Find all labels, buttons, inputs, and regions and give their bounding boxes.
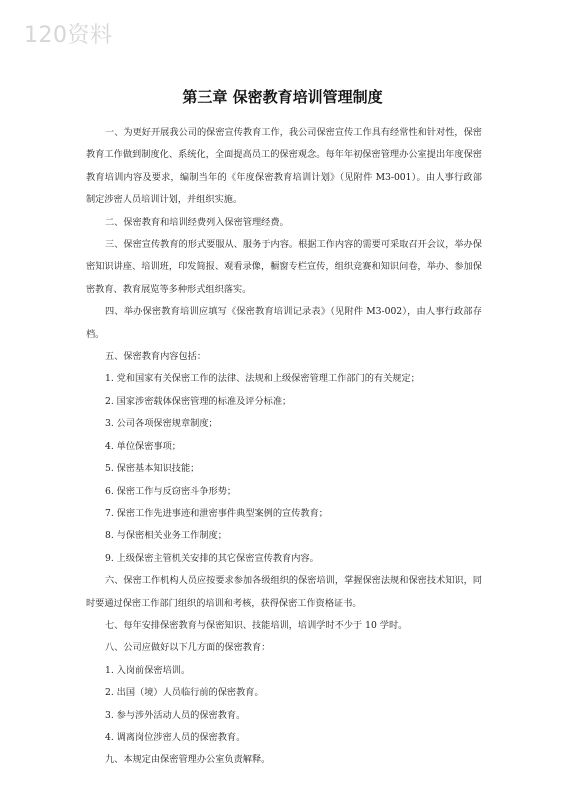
list-item: 8. 与保密相关业务工作制度； <box>105 530 227 542</box>
list-item: 4. 调离岗位涉密人员的保密教育。 <box>105 731 246 743</box>
list-item: 7. 保密工作先进事迹和泄密事件典型案例的宣传教育； <box>105 507 328 519</box>
paragraph-6: 六、保密工作机构人员应按要求参加各级组织的保密培训，掌握保密法规和保密技术知识，同时要通过保密工作部门组织的培训和考核，获得保密工作资格证书。 <box>86 575 482 609</box>
paragraph-7: 七、每年安排保密教育与保密知识、技能培训，培训学时不少于 10 学时。 <box>105 619 408 631</box>
document-body <box>86 122 482 772</box>
list-item: 4. 单位保密事项； <box>105 440 181 452</box>
list-item: 2. 国家涉密载体保密管理的标准及评分标准； <box>105 395 292 407</box>
list-item: 2. 出国（境）人员临行前的保密教育。 <box>105 687 264 699</box>
paragraph-8: 八、公司应做好以下几方面的保密教育： <box>105 642 271 654</box>
paragraph-3: 三、保密宣传教育的形式要服从、服务于内容。根据工作内容的需要可采取召开会议，举办保密知识讲座、培训班，印发简报、观看录像，橱窗专栏宣传，组织竞赛和知识问卷，举办、参加保密教育、教育展览等多种形式组织落实。 <box>86 239 482 295</box>
list-item: 1. 党和国家有关保密工作的法律、法规和上级保密管理工作部门的有关规定； <box>105 373 420 385</box>
paragraph-4: 四、举办保密教育培训应填写《保密教育培训记录表》（见附件 M3-002），由人事行政部存档。 <box>86 306 482 340</box>
list-item: 6. 保密工作与反窃密斗争形势； <box>105 485 237 497</box>
list-item: 9. 上级保密主管机关安排的其它保密宣传教育内容。 <box>105 552 319 564</box>
paragraph-2: 二、保密教育和培训经费列入保密管理经费。 <box>105 216 289 228</box>
paragraph-9: 九、本规定由保密管理办公室负责解释。 <box>105 754 271 766</box>
list-item: 5. 保密基本知识技能； <box>105 463 200 475</box>
list-item: 3. 公司各项保密规章制度； <box>105 418 218 430</box>
watermark-text: 120资料 <box>24 23 113 48</box>
page-title: 第三章 保密教育培训管理制度 <box>182 88 383 106</box>
list-item: 1. 入岗前保密培训。 <box>105 664 191 676</box>
list-item: 3. 参与涉外活动人员的保密教育。 <box>105 709 246 721</box>
paragraph-5: 五、保密教育内容包括： <box>105 351 207 363</box>
paragraph-1: 一、为更好开展我公司的保密宣传教育工作，我公司保密宣传工作具有经常性和针对性，保密教育工作做到制度化、系统化，全面提高员工的保密观念。每年年初保密管理办公室提出年度保密教育培训内容及要求，编制当年的《年度保密教育培训计划》（见附件 M3-001）。由人事行政部制定涉密人员培训计划，并组织实施。 <box>86 127 482 206</box>
